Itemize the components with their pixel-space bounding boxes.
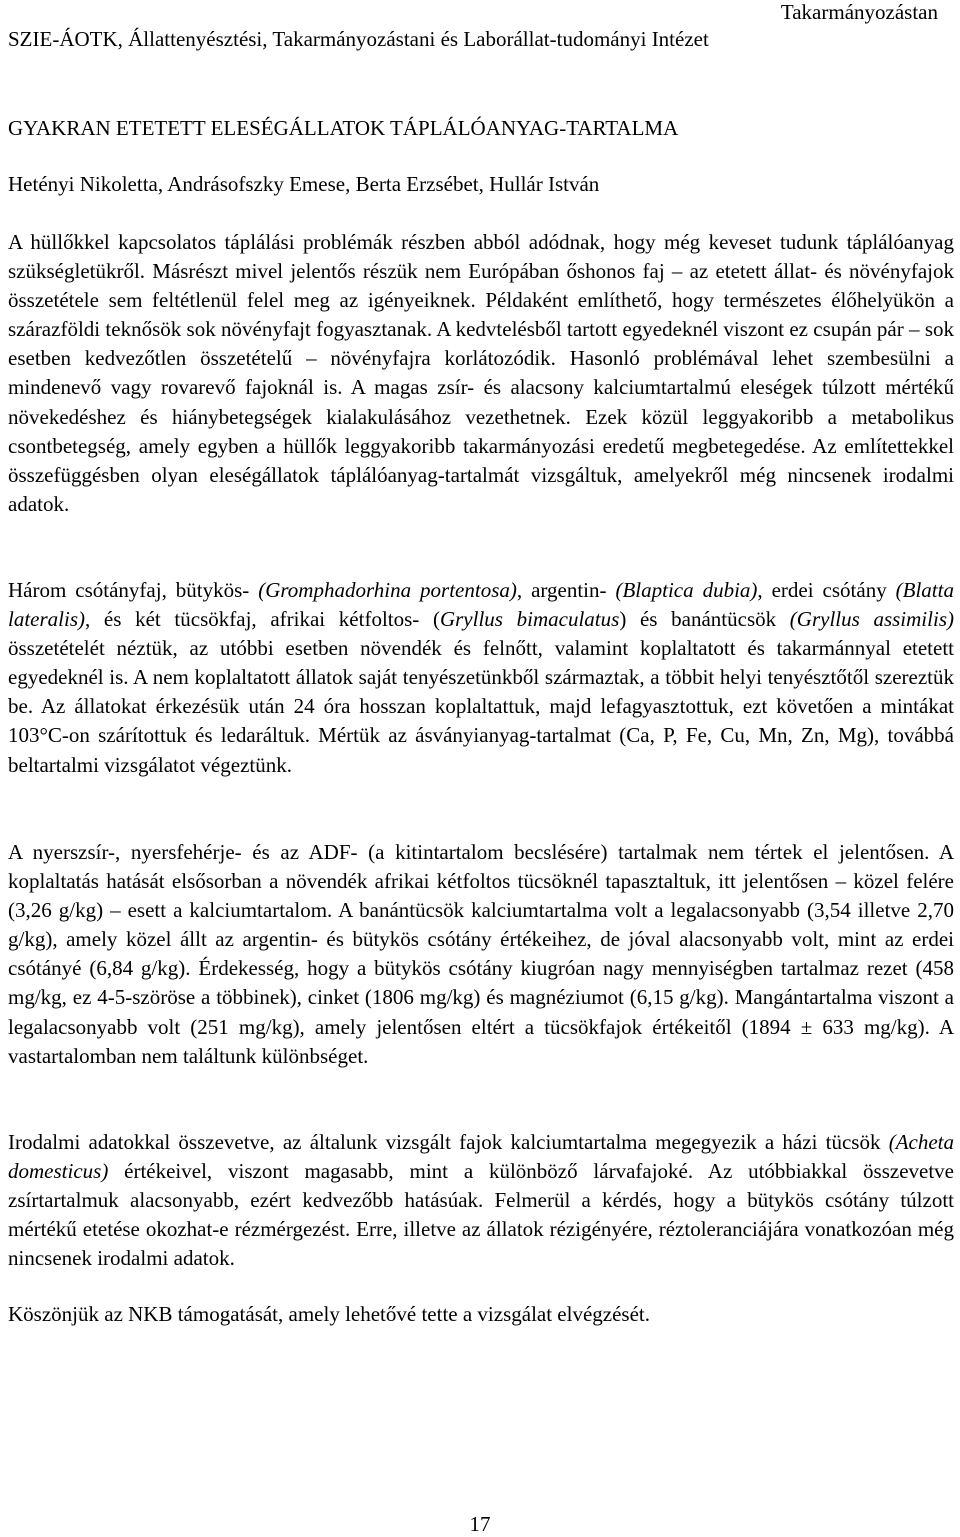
text-run: összetételét néztük, az utóbbi esetben növendék és felnőtt, valamint koplaltatott és takarmánnyal etetett egyedeknél is. A nem koplaltatott állatok saját tenyészetünkből származtak, a többit helyi tenyésztőtől szereztük be. Az állatokat érkezésük után 24 óra hosszan koplaltattuk, majd lefagyasztottuk, ezt követően a mintákat 103°C-on szárítottuk és ledaráltuk. Mértük az ásványianyag-tartalmat (Ca, P, Fe, Cu, Mn, Zn, Mg), továbbá beltartalmi vizsgálatot végeztünk.	[8, 636, 954, 777]
article-title: GYAKRAN ETETETT ELESÉGÁLLATOK TÁPLÁLÓANYAG-TARTALMA	[8, 116, 679, 140]
species-name: (Blatta lateralis)	[8, 578, 954, 632]
species-name: (Gromphadorhina portentosa)	[258, 578, 517, 602]
species-name: Gryllus bimaculatus	[439, 607, 620, 632]
paragraph-text	[8, 576, 954, 780]
page-number: 17	[469, 1512, 491, 1536]
paragraph-introduction	[8, 228, 954, 519]
paragraph-acknowledgement	[8, 1300, 954, 1329]
paragraph-methods	[8, 576, 954, 780]
running-header-institute: SZIE-ÁOTK, Állattenyésztési, Takarmányozástani és Laborállat-tudományi Intézet	[8, 27, 709, 51]
paragraph-results	[8, 838, 954, 1071]
text-run: Irodalmi adatokkal összevetve, az általunk vizsgált fajok kalciumtartalma megegyezik a házi tücsök	[8, 1130, 889, 1154]
text-run: értékeivel, viszont magasabb, mint a különböző lárvafajoké. Az utóbbiakkal összevetve zsírtartalmuk alacsonyabb, ezért kedvezőbb hatásúak. Felmerül a kérdés, hogy a bütykös csótány túlzott mértékű etetése okozhat-e rézmérgezést. Erre, illetve az állatok rézigényére, réztoleranciájára vonatkozóan még nincsenek irodalmi adatok.	[8, 1159, 954, 1271]
paragraph-discussion	[8, 1128, 954, 1273]
species-name: (Blaptica dubia)	[615, 578, 758, 602]
running-header-course: Takarmányozástan	[780, 0, 938, 24]
paragraph-text: A nyerszsír-, nyersfehérje- és az ADF- (a kitintartalom becslésére) tartalmak nem tértek el jelentősen. A koplaltatás hatását elsősorban a növendék afrikai kétfoltos tücsöknél tapasztaltuk, itt jelentősen – közel felére (3,26 g/kg) – esett a kalciumtartalom. A banántücsök kalciumtartalma volt a legalacsonyabb (3,54 illetve 2,70 g/kg), amely közel állt az argentin- és bütykös csótány értékeihez, de jóval alacsonyabb volt, mint az erdei csótányé (6,84 g/kg). Érdekesség, hogy a bütykös csótány kiugróan nagy mennyiségben tartalmaz rezet (458 mg/kg, ez 4-5-szöröse a többinek), cinket (1806 mg/kg) és magnéziumot (6,15 g/kg). Mangántartalma viszont a legalacsonyabb volt (251 mg/kg), amely jelentősen eltért a tücsökfajok értékeitől (1894 ± 633 mg/kg). A vastartalomban nem találtunk különbséget.	[8, 840, 954, 1068]
text-run: ) és banántücsök	[619, 607, 790, 632]
text-run: Három csótányfaj, bütykös-	[8, 578, 259, 602]
paragraph-text: A hüllőkkel kapcsolatos táplálási problémák részben abból adódnak, hogy még keveset tudunk táplálóanyag szükségletükről. Másrészt mivel jelentős részük nem Európában őshonos faj – az etetett állat- és növényfajok összetétele sem feltétlenül felel meg az igényeiknek. Példaként említhető, hogy természetes élőhelyükön a szárazföldi teknősök sok növényfajt fogyasztanak. A kedvtelésből tartott egyedeknél viszont ez csupán pár – sok esetben kedvezőtlen összetételű – növényfajra korlátozódik. Hasonló problémával lehet szembesülni a mindenevő vagy rovarevő fajoknál is. A magas zsír- és alacsony kalciumtartalmú eleségek túlzott mértékű növekedéshez és hiánybetegségek kialakulásához vezethetnek. Ezek közül leggyakoribb a metabolikus csontbetegség, amely egyben a hüllők leggyakoribb takarmányozási eredetű megbetegedése. Az említettekkel összefüggésben olyan eleségállatok táplálóanyag-tartalmát vizsgáltuk, amelyekről még nincsenek irodalmi adatok.	[8, 230, 954, 516]
paragraph-text: Köszönjük az NKB támogatását, amely lehetővé tette a vizsgálat elvégzését.	[8, 1302, 651, 1326]
text-run: , és két tücsökfaj, afrikai kétfoltos- (	[85, 607, 440, 632]
paragraph-text	[8, 1128, 954, 1273]
species-name: (Acheta domesticus)	[8, 1130, 954, 1184]
text-run: , argentin-	[516, 578, 616, 602]
article-authors: Hetényi Nikoletta, Andrásofszky Emese, Berta Erzsébet, Hullár István	[8, 172, 600, 196]
species-name: (Gryllus assimilis)	[789, 607, 954, 632]
text-run: , erdei csótány	[757, 578, 896, 602]
